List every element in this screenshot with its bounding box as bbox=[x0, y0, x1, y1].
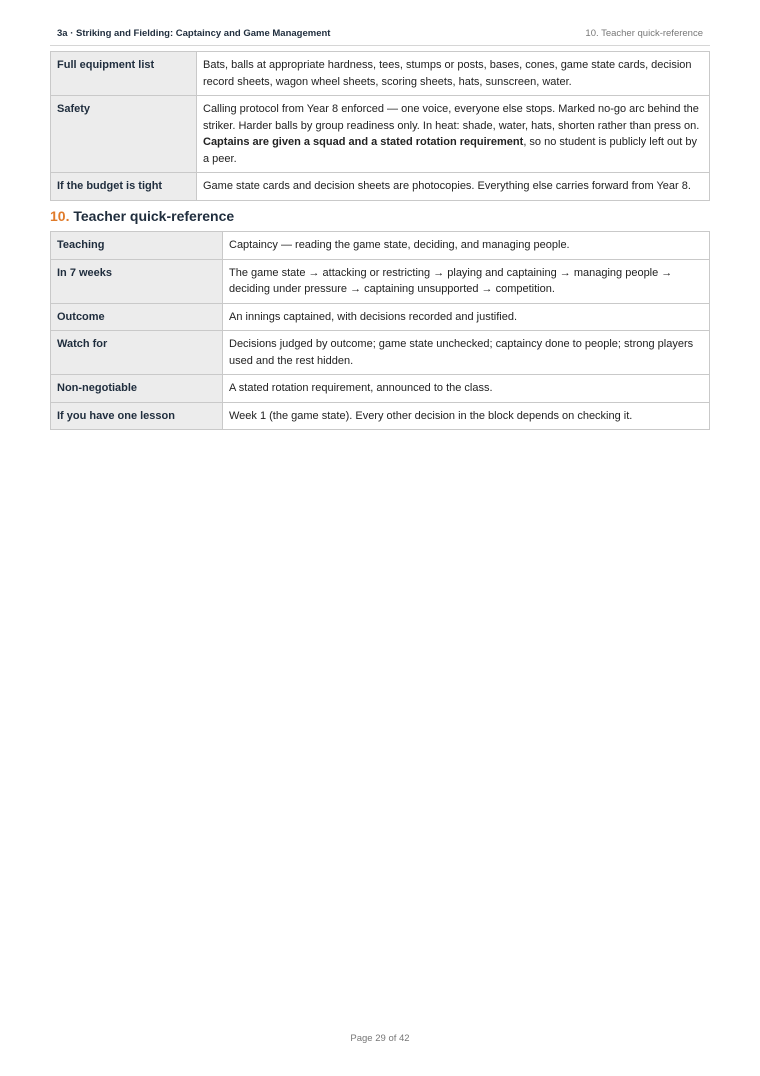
header-divider bbox=[50, 45, 710, 46]
row-label-equipment: Full equipment list bbox=[51, 52, 197, 96]
section-title: Teacher quick-reference bbox=[73, 208, 235, 224]
row-value-outcome: An innings captained, with decisions recorded and justified. bbox=[223, 303, 710, 331]
row-value-non-negotiable: A stated rotation requirement, announced to the class. bbox=[223, 375, 710, 403]
row-label-one-lesson: If you have one lesson bbox=[51, 402, 223, 430]
equipment-table bbox=[50, 51, 710, 201]
table-row bbox=[51, 375, 710, 403]
safety-text-end: , so no student is publicly left out by a peer. bbox=[203, 136, 697, 165]
quick-reference-table bbox=[50, 231, 710, 430]
row-value-watch-for: Decisions judged by outcome; game state unchecked; captaincy done to people; strong players used and the rest hidden. bbox=[223, 331, 710, 375]
row-label-budget: If the budget is tight bbox=[51, 173, 197, 201]
row-label-weeks: In 7 weeks bbox=[51, 259, 223, 303]
table-row bbox=[51, 259, 710, 303]
row-label-outcome: Outcome bbox=[51, 303, 223, 331]
row-value-budget: Game state cards and decision sheets are photocopies. Everything else carries forward from Year 8. bbox=[197, 173, 710, 201]
row-label-safety: Safety bbox=[51, 96, 197, 173]
safety-text: Calling protocol from Year 8 enforced — one voice, everyone else stops. Marked no-go arc behind the striker. Harder balls by group readiness only. In heat: shade, water, hats, shorten rather than press on. bbox=[203, 103, 700, 132]
table-row bbox=[51, 232, 710, 260]
table-row bbox=[51, 96, 710, 173]
row-label-non-negotiable: Non-negotiable bbox=[51, 375, 223, 403]
table-row bbox=[51, 52, 710, 96]
running-section-title: 10. Teacher quick-reference bbox=[585, 28, 703, 39]
document-title: 3a · Striking and Fielding: Captaincy and Game Management bbox=[57, 28, 331, 39]
row-label-watch-for: Watch for bbox=[51, 331, 223, 375]
safety-emphasis: Captains are given a squad and a stated rotation requirement bbox=[203, 136, 524, 148]
row-value-equipment: Bats, balls at appropriate hardness, tees, stumps or posts, bases, cones, game state cards, decision record sheets, wagon wheel sheets, scoring sheets, hats, sunscreen, water. bbox=[197, 52, 710, 96]
row-value-one-lesson: Week 1 (the game state). Every other decision in the block depends on checking it. bbox=[223, 402, 710, 430]
table-row bbox=[51, 331, 710, 375]
table-row bbox=[51, 303, 710, 331]
row-label-teaching: Teaching bbox=[51, 232, 223, 260]
section-number: 10. bbox=[50, 208, 70, 224]
row-value-teaching: Captaincy — reading the game state, deciding, and managing people. bbox=[223, 232, 710, 260]
table-row bbox=[51, 173, 710, 201]
table-row bbox=[51, 402, 710, 430]
row-value-safety bbox=[197, 96, 710, 173]
page-header bbox=[57, 28, 703, 44]
page-number: Page 29 of 42 bbox=[350, 1033, 410, 1044]
section-heading bbox=[50, 207, 234, 225]
row-value-weeks: The game state → attacking or restricting → playing and captaining → managing people → deciding under pressure → captaining unsupported → competition. bbox=[223, 259, 710, 303]
